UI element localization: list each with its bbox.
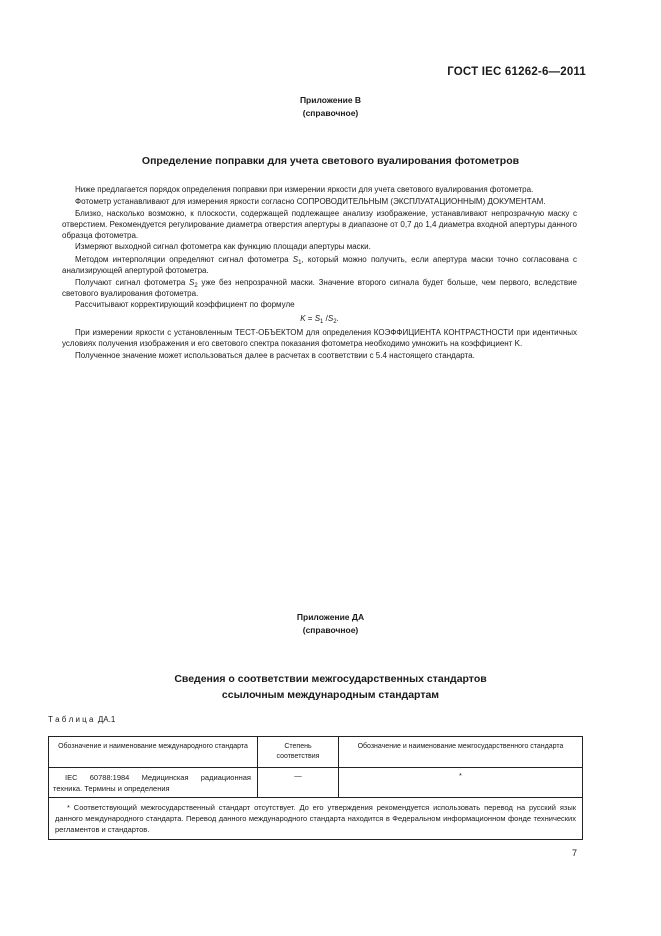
- page-number: 7: [572, 848, 578, 858]
- appendix-da-title-line1: Сведения о соответствии межгосударственных стандартов: [174, 673, 487, 685]
- paragraph: Фотометр устанавливают для измерения яркости согласно СОПРОВОДИТЕЛЬНЫМ (ЭКСПЛУАТАЦИОННЫМ) ДОКУМЕНТАМ.: [75, 197, 546, 207]
- paragraph: Полученное значение может использоваться далее в расчетах в соответствии с 5.4 настоящего стандарта.: [75, 351, 475, 361]
- header-degree: Степень соответствия: [258, 737, 339, 768]
- table-row: [49, 768, 583, 798]
- appendix-da-kind: (справочное): [302, 625, 359, 635]
- table-header-row: [49, 737, 583, 768]
- paragraph: Получают сигнал фотометра $S_2$ уже без непрозрачной маски. Значение второго сигнала будет больше, чем первого, вследствие светового вуалирования фотометра.: [62, 277, 578, 298]
- cell-degree: —: [258, 768, 339, 798]
- appendix-b-kind: (справочное): [302, 108, 359, 118]
- appendix-b-body: [62, 184, 577, 361]
- table-footnote: * Соответствующий межгосударственный стандарт отсутствует. До его утверждения рекомендуется использовать перевод на русский язык данного международного стандарта. Перевод данного международного стандарта находится в Федеральном информационном фонде технических регламентов и стандартов.: [49, 798, 583, 840]
- appendix-da-title-line2: ссылочным международным стандартам: [221, 689, 440, 701]
- formula: $K = S_1$ $/S_2$.: [300, 314, 339, 326]
- appendix-da-label: Приложение ДА: [296, 612, 365, 622]
- header-international-standard: Обозначение и наименование международного стандарта: [49, 737, 258, 768]
- paragraph: Ниже предлагается порядок определения поправки при измерении яркости для учета светового вуалирования фотометра.: [75, 185, 534, 194]
- header-interstate-standard: Обозначение и наименование межгосударственного стандарта: [339, 737, 583, 768]
- paragraph: Рассчитывают корректирующий коэффициент по формуле: [75, 299, 295, 309]
- cell-interstate-standard: *: [339, 768, 583, 798]
- correspondence-table: [48, 736, 583, 840]
- table-caption: Т а б л и ц а ДА.1: [48, 715, 116, 724]
- paragraph: Близко, насколько возможно, к плоскости, содержащей подлежащее анализу изображение, устанавливают непрозрачную маску с отверстием. Рекомендуется регулирование диаметра отверстия апертуры в диапазоне от 0,7 до 1,4 диаметра входной апертуры данного образца фотометра.: [62, 209, 577, 241]
- paragraph: Методом интерполяции определяют сигнал фотометра $S_1$, который можно получить, если апертура маски точно согласована с анализирующей апертурой фотометра.: [62, 254, 577, 275]
- appendix-b-title: Определение поправки для учета светового вуалирования фотометров: [141, 155, 520, 167]
- appendix-b-label: Приложение В: [299, 95, 362, 105]
- variable-s2: S: [188, 277, 195, 287]
- paragraph: Измеряют выходной сигнал фотометра как функцию площади апертуры маски.: [75, 242, 371, 252]
- table-footnote-row: [49, 798, 583, 840]
- standard-designation: ГОСТ IEC 61262-6—2011: [447, 66, 586, 78]
- paragraph: При измерении яркости с установленным ТЕСТ-ОБЪЕКТОМ для определения КОЭФФИЦИЕНТА КОНТРАСТНОСТИ при идентичных условиях получения изображения и его светового спектра показания фотометра необходимо умножить на коэффициент K.: [62, 328, 577, 349]
- cell-international-standard: IEC 60788:1984 Медицинская радиационная техника. Термины и определения: [49, 768, 258, 798]
- variable-s1: S: [292, 254, 299, 264]
